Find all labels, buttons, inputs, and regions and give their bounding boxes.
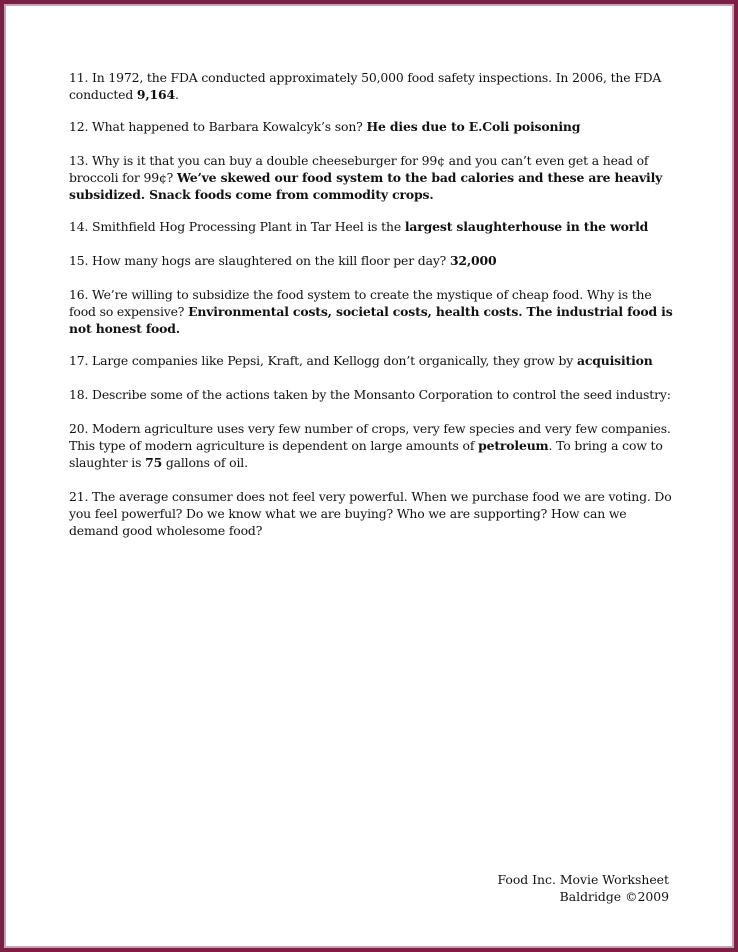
question-text: 18. Describe some of the actions taken by the Monsanto Corporation to control the seed industry:: [69, 387, 671, 402]
question-text-mid: . To bring a cow to slaughter is: [69, 438, 663, 470]
question-15: [69, 252, 674, 269]
answer-text: He dies due to E.Coli poisoning: [366, 119, 581, 134]
question-16: [69, 286, 674, 337]
question-text: 20. Modern agriculture uses very few number of crops, very few species and very few companies. This type of modern agriculture is dependent on large amounts of: [69, 421, 671, 453]
worksheet-body: [69, 69, 674, 554]
question-11: [69, 69, 674, 103]
answer-text: We’ve skewed our food system to the bad calories and these are heavily subsidized. Snack foods come from commodity crops.: [69, 170, 663, 202]
question-text: 11. In 1972, the FDA conducted approximately 50,000 food safety inspections. In 2006, the FDA conducted: [69, 70, 662, 102]
question-text: 12. What happened to Barbara Kowalcyk’s son?: [69, 119, 367, 134]
question-21: [69, 488, 674, 539]
answer-text: petroleum: [478, 438, 549, 453]
question-text-tail: gallons of oil.: [162, 455, 248, 470]
question-text: 21. The average consumer does not feel very powerful. When we purchase food we are voting. Do you feel powerful? Do we know what we are buying? Who we are supporting? How can we demand good wholesome food?: [69, 489, 672, 538]
question-18: [69, 386, 674, 403]
question-17: [69, 352, 674, 369]
answer-text-2: 75: [145, 455, 163, 470]
question-text: 15. How many hogs are slaughtered on the kill floor per day?: [69, 253, 450, 268]
question-text: 14. Smithfield Hog Processing Plant in Tar Heel is the: [69, 219, 405, 234]
question-text: 17. Large companies like Pepsi, Kraft, and Kellogg don’t organically, they grow by: [69, 353, 577, 368]
answer-text: largest slaughterhouse in the world: [404, 219, 649, 234]
question-text-tail: .: [174, 87, 179, 102]
footer-author: Baldridge ©2009: [559, 889, 669, 904]
footer-title: Food Inc. Movie Worksheet: [497, 872, 669, 887]
question-20: [69, 420, 674, 471]
answer-text: 9,164: [136, 87, 175, 102]
worksheet-footer: [497, 871, 669, 905]
answer-text: 32,000: [449, 253, 497, 268]
question-12: [69, 118, 674, 135]
answer-text: acquisition: [576, 353, 653, 368]
question-13: [69, 152, 674, 203]
question-14: [69, 218, 674, 235]
answer-text: Environmental costs, societal costs, health costs. The industrial food is not honest food.: [69, 304, 673, 336]
question-text: 16. We’re willing to subsidize the food system to create the mystique of cheap food. Why is the food so expensive?: [69, 287, 652, 319]
question-text: 13. Why is it that you can buy a double cheeseburger for 99¢ and you can’t even get a head of broccoli for 99¢?: [69, 153, 649, 185]
